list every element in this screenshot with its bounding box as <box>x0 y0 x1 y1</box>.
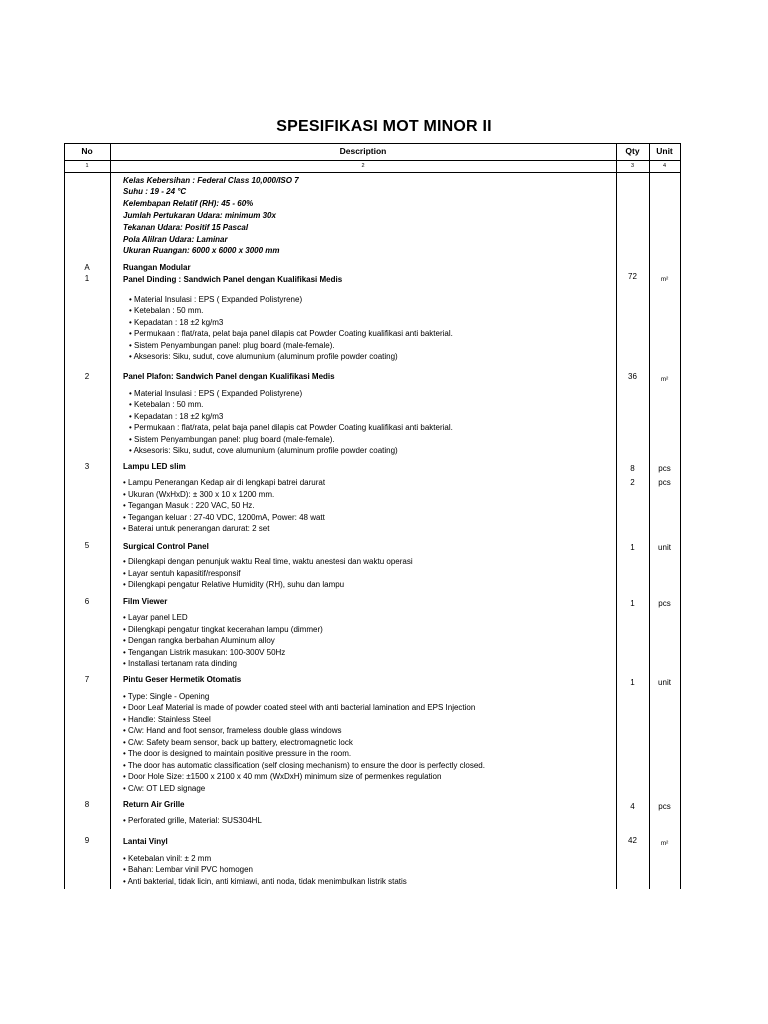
condition-line: Pola Alilran Udara: Laminar <box>123 235 228 244</box>
item-bullet: • Kepadatan : 18 ±2 kg/m3 <box>129 318 224 327</box>
item-title: Lampu LED slim <box>123 462 186 471</box>
item-bullet: • Dilengkapi pengatur Relative Humidity (RH), suhu dan lampu <box>123 580 345 589</box>
item-qty: 1 <box>630 678 635 687</box>
column-number: 2 <box>361 163 365 169</box>
condition-line: Kelembapan Relatif (RH): 45 - 60% <box>123 199 254 208</box>
condition-line: Suhu : 19 - 24 °C <box>123 187 187 196</box>
item-qty: 36 <box>628 372 637 381</box>
item-qty: 1 <box>630 599 635 608</box>
column-number-divider <box>64 172 681 173</box>
item-bullet: • Installasi tertanam rata dinding <box>123 659 237 668</box>
item-unit: m² <box>660 840 669 847</box>
table-border-left <box>64 143 65 889</box>
item-qty: 8 <box>630 464 635 473</box>
item-bullet: • The door has automatic classification (self closing mechanism) to ensure the door is perfectly closed. <box>123 761 485 770</box>
item-title: Pintu Geser Hermetik Otomatis <box>123 675 242 684</box>
item-bullet: • Lampu Penerangan Kedap air di lengkapi batrei darurat <box>123 478 326 487</box>
condition-line: Ukuran Ruangan: 6000 x 6000 x 3000 mm <box>123 246 280 255</box>
item-bullet: • Dilengkapi pengatur tingkat kecerahan lampu (dimmer) <box>123 625 323 634</box>
item-bullet: • Door Hole Size: ±1500 x 2100 x 40 mm (WxDxH) minimum size of permenkes regulation <box>123 772 442 781</box>
item-bullet: • Material Insulasi : EPS ( Expanded Polistyrene) <box>129 389 303 398</box>
item-title: Return Air Grille <box>123 800 185 809</box>
item-bullet: • C/w: OT LED signage <box>123 784 206 793</box>
item-bullet: • Dilengkapi dengan penunjuk waktu Real time, waktu anestesi dan waktu operasi <box>123 557 413 566</box>
item-unit: pcs <box>658 802 671 811</box>
item-bullet: • Layar panel LED <box>123 613 188 622</box>
item-bullet: • Tegangan Masuk : 220 VAC, 50 Hz. <box>123 501 255 510</box>
section-number: A <box>84 263 90 272</box>
item-bullet: • The door is designed to maintain positive pressure in the room. <box>123 749 352 758</box>
item-bullet: • Ketebalan : 50 mm. <box>129 400 204 409</box>
spec-table <box>64 143 681 889</box>
item-unit: pcs <box>658 599 671 608</box>
item-number: 3 <box>84 462 90 471</box>
item-qty: 1 <box>630 543 635 552</box>
item-bullet: • Sistem Penyambungan panel: plug board (male-female). <box>129 341 335 350</box>
item-number: 9 <box>84 836 90 845</box>
item-number: 1 <box>84 274 90 283</box>
item-qty: 72 <box>628 272 637 281</box>
condition-line: Jumlah Pertukaran Udara: minimum 30x <box>123 211 276 220</box>
item-bullet: • Bahan: Lembar vinil PVC homogen <box>123 865 253 874</box>
item-title: Surgical Control Panel <box>123 542 209 551</box>
item-number: 5 <box>84 541 90 550</box>
condition-line: Tekanan Udara: Positif 15 Pascal <box>123 223 249 232</box>
item-bullet: • Anti bakterial, tidak licin, anti kimiawi, anti noda, tidak menimbulkan listrik statis <box>123 877 407 886</box>
item-title: Panel Dinding : Sandwich Panel dengan Kualifikasi Medis <box>123 275 343 284</box>
header-unit: Unit <box>656 146 673 156</box>
condition-line: Kelas Kebersihan : Federal Class 10,000/ISO 7 <box>123 176 299 185</box>
header-qty: Qty <box>625 146 640 156</box>
item-unit: unit <box>658 543 671 552</box>
item-bullet: • Aksesoris: Siku, sudut, cove alumunium (aluminum profile powder coating) <box>129 352 398 361</box>
item-bullet: • Material Insulasi : EPS ( Expanded Polistyrene) <box>129 295 303 304</box>
item-bullet: • Dengan rangka berbahan Aluminum alloy <box>123 636 275 645</box>
item-bullet: • Tegangan keluar : 27-40 VDC, 1200mA, Power: 48 watt <box>123 513 325 522</box>
page-title: SPESIFIKASI MOT MINOR II <box>276 118 492 135</box>
item-bullet: • Ketebalan : 50 mm. <box>129 306 204 315</box>
item-unit: pcs <box>658 478 671 487</box>
item-title: Lantai Vinyl <box>123 837 168 846</box>
item-bullet: • Handle: Stainless Steel <box>123 715 211 724</box>
item-unit: unit <box>658 678 671 687</box>
item-bullet: • Permukaan : flat/rata, pelat baja panel dilapis cat Powder Coating kualifikasi anti bakterial. <box>129 423 453 432</box>
item-title: Film Viewer <box>123 597 168 606</box>
item-bullet: • Aksesoris: Siku, sudut, cove alumunium (aluminum profile powder coating) <box>129 446 398 455</box>
section-title: Ruangan Modular <box>123 263 191 272</box>
column-number: 3 <box>630 163 635 169</box>
item-bullet: • C/w: Safety beam sensor, back up battery, electromagnetic lock <box>123 738 353 747</box>
table-border-right <box>680 143 681 889</box>
column-divider-qty <box>649 143 650 889</box>
item-unit: m² <box>660 376 669 383</box>
column-divider-description <box>616 143 617 889</box>
item-number: 2 <box>84 372 90 381</box>
column-number: 4 <box>662 163 667 169</box>
header-no: No <box>81 146 93 156</box>
item-title: Panel Plafon: Sandwich Panel dengan Kualifikasi Medis <box>123 372 335 381</box>
item-qty: 4 <box>630 802 635 811</box>
item-unit: m² <box>660 276 669 283</box>
item-bullet: • Perforated grille, Material: SUS304HL <box>123 816 262 825</box>
item-qty: 42 <box>628 836 637 845</box>
item-number: 6 <box>84 597 90 606</box>
item-bullet: • Baterai untuk penerangan darurat: 2 set <box>123 524 270 533</box>
item-bullet: • Kepadatan : 18 ±2 kg/m3 <box>129 412 224 421</box>
column-divider-no <box>110 143 111 889</box>
item-qty: 2 <box>630 478 635 487</box>
item-bullet: • Type: Single - Opening <box>123 692 210 701</box>
column-number: 1 <box>85 163 89 169</box>
item-bullet: • Layar sentuh kapasitif/responsif <box>123 569 241 578</box>
header-description: Description <box>339 146 387 156</box>
item-bullet: • Door Leaf Material is made of powder coated steel with anti bacterial lamination and EPS Injection <box>123 703 476 712</box>
item-bullet: • C/w: Hand and foot sensor, frameless double glass windows <box>123 726 342 735</box>
item-bullet: • Ukuran (WxHxD): ± 300 x 10 x 1200 mm. <box>123 490 275 499</box>
item-bullet: • Tengangan Listrik masukan: 100-300V 50Hz <box>123 648 286 657</box>
item-bullet: • Sistem Penyambungan panel: plug board (male-female). <box>129 435 335 444</box>
item-unit: pcs <box>658 464 671 473</box>
item-number: 8 <box>84 800 90 809</box>
item-bullet: • Permukaan : flat/rata, pelat baja panel dilapis cat Powder Coating kualifikasi anti bakterial. <box>129 329 453 338</box>
item-number: 7 <box>84 675 90 684</box>
item-bullet: • Ketebalan vinil: ± 2 mm <box>123 854 212 863</box>
